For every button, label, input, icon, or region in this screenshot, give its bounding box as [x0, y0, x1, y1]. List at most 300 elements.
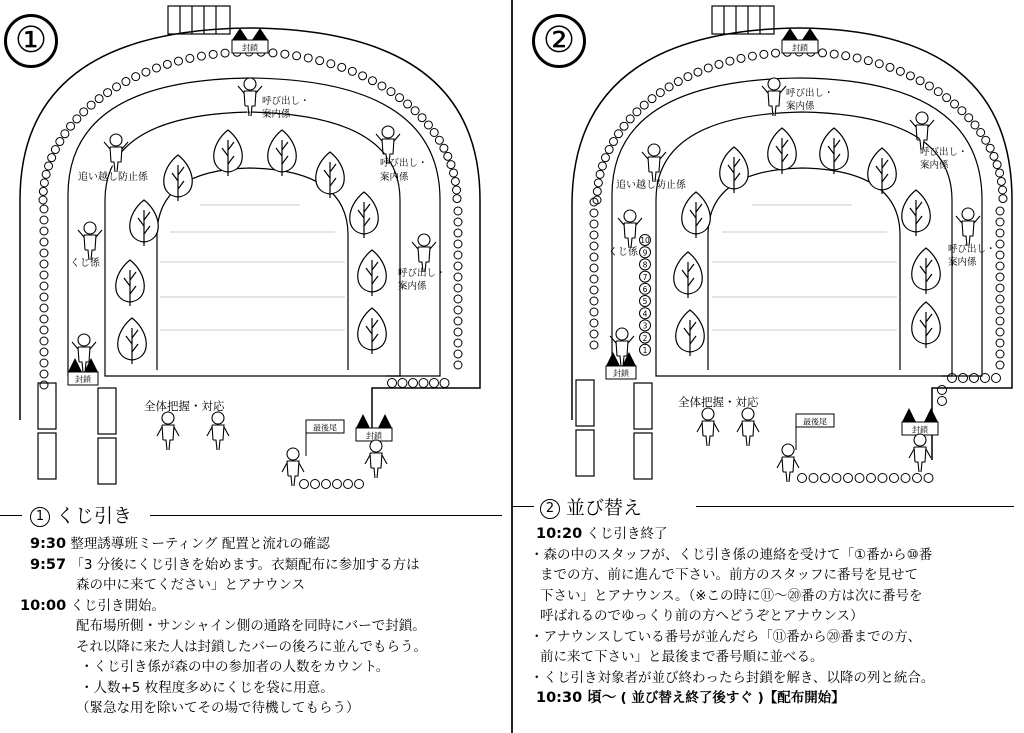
queue-number-label: 8 [642, 260, 648, 270]
layout-map [512, 0, 1024, 500]
tree-icon [868, 148, 897, 194]
queue-circle [398, 379, 407, 388]
queue-circle [221, 49, 229, 57]
queue-circle [684, 73, 692, 81]
queue-number-6 [640, 283, 651, 294]
doors [38, 383, 116, 484]
queue-circle [992, 374, 1001, 383]
queue-circle [454, 240, 462, 248]
line-text: ・くじ引き係が森の中の参加者の人数をカウント。 [80, 659, 390, 675]
queue-circle [886, 63, 894, 71]
queue-circle [454, 229, 462, 237]
caller-right1-label: 呼び出し・ [920, 147, 968, 158]
last-label: 最後尾 [313, 423, 337, 433]
queue-circle [40, 293, 48, 301]
seal-label: 封鎖 [242, 43, 258, 53]
queue-circle [938, 386, 947, 395]
queue-number-label: 2 [642, 333, 648, 343]
queue-circle [864, 57, 872, 65]
tree-icon [130, 200, 159, 246]
tree-icon [116, 260, 145, 306]
queue-circle [40, 249, 48, 257]
queue-circle [614, 130, 622, 138]
staff-icon [762, 78, 786, 116]
panel-step-2 [512, 0, 1024, 733]
queue-circle [80, 108, 88, 116]
queue-circle [896, 67, 904, 75]
schedule-text [530, 524, 935, 709]
line-text: （緊急な用を除いてその場で待機してもらう） [76, 700, 360, 716]
queue-circle [648, 95, 656, 103]
queue-circle [772, 49, 780, 57]
queue-circle [322, 480, 331, 489]
queue-circle [411, 107, 419, 115]
staff-icon [104, 134, 128, 172]
queue-number-label: 1 [642, 346, 648, 355]
queue-circle [454, 207, 462, 215]
staff-icon [365, 440, 387, 478]
doors [576, 380, 652, 479]
line-text: くじ引き開始。 [70, 597, 165, 614]
queue-circle [454, 350, 462, 358]
line-text: 前に来て下さい」と最後まで番号順に並べる。 [540, 649, 824, 665]
caller-right1-label: 呼び出し・ [380, 158, 428, 169]
queue-circle [73, 115, 81, 123]
queue-circle [934, 88, 942, 96]
step-number: ② [532, 14, 586, 68]
queue-circle [982, 136, 990, 144]
queue-number-label: 7 [642, 272, 648, 282]
queue-circle [977, 128, 985, 136]
queue-number-1 [640, 344, 651, 355]
queue-circle [610, 138, 618, 146]
queue-circle [454, 218, 462, 226]
queue-circle [996, 262, 1004, 270]
queue-circle [300, 480, 309, 489]
queue-circle [293, 52, 301, 60]
section-title: くじ引き [56, 505, 133, 527]
queue-circle [981, 374, 990, 383]
queue-circle [453, 195, 461, 203]
queue-circle [924, 474, 933, 483]
schedule-text [20, 534, 427, 719]
staff-icon [956, 208, 980, 246]
queue-circle [40, 179, 48, 187]
queue-circle [590, 319, 598, 327]
queue-number-5 [640, 296, 651, 307]
queue-circle [122, 78, 130, 86]
queue-circle [440, 144, 448, 152]
queue-circle [844, 474, 853, 483]
queue-circle [640, 101, 648, 109]
queue-circle [996, 284, 1004, 292]
queue-circle [304, 54, 312, 62]
queue-circle [596, 170, 604, 178]
queue-circle [997, 177, 1005, 185]
queue-circle [197, 52, 205, 60]
queue-circle [959, 374, 968, 383]
queue-number-4 [640, 308, 651, 319]
queue-circle [590, 341, 598, 349]
queue-circle [996, 169, 1004, 177]
tree-icon [720, 147, 749, 193]
section-title: 並び替え [566, 497, 643, 519]
queue-circle [971, 121, 979, 129]
queue-circle [40, 326, 48, 334]
seal-label: 封鎖 [912, 425, 928, 435]
queue-circle [590, 242, 598, 250]
queue-circle [348, 67, 356, 75]
queue-circle [916, 77, 924, 85]
queue-circles-bottom [798, 374, 1001, 483]
queue-circle [996, 207, 1004, 215]
seal-label: 封鎖 [75, 375, 91, 384]
queue-circle [152, 64, 160, 72]
line-text: 「3 分後にくじ引きを始めます。衣類配布に参加する方は [70, 556, 420, 573]
queue-circle [333, 480, 342, 489]
queue-circle [40, 216, 48, 224]
queue-number-label: 6 [642, 285, 648, 294]
caller-right2-label: 呼び出し・ [398, 268, 446, 279]
line-text: 下さい」とアナウンス。（※この時に⑪〜⑳番の方は次に番号を [540, 587, 923, 604]
queue-circle [996, 339, 1004, 347]
queue-circle [87, 101, 95, 109]
queue-circle [993, 161, 1001, 169]
queue-circle [51, 146, 59, 154]
queue-circle [447, 161, 455, 169]
queue-circle [440, 379, 449, 388]
queue-circle [42, 170, 50, 178]
queue-circle [590, 264, 598, 272]
queue-circle [40, 227, 48, 235]
tree-icon [912, 302, 941, 348]
seal-top [782, 28, 818, 53]
queue-circle [327, 60, 335, 68]
last-sign [306, 420, 344, 456]
caller-right2-label: 呼び出し・ [948, 244, 996, 255]
queue-circle [594, 179, 602, 187]
line-text: ・人数+5 枚程度多めにくじを袋に用意。 [80, 679, 334, 696]
last-sign [796, 414, 834, 450]
queue-circle [590, 220, 598, 228]
queue-circle [590, 275, 598, 283]
queue-number-label: 5 [642, 297, 648, 307]
queue-circle [430, 128, 438, 136]
queue-circle [113, 83, 121, 91]
seal-bottom [356, 414, 392, 441]
queue-circle [996, 361, 1004, 369]
seal-label: 封鎖 [613, 369, 629, 378]
queue-circle [593, 187, 601, 195]
lottery-label: くじ係 [608, 247, 638, 258]
tree-icon [820, 128, 849, 174]
queue-circle [996, 295, 1004, 303]
queue-circle [809, 474, 818, 483]
caller-top-label: 呼び出し・ [786, 88, 834, 99]
layout-map [0, 0, 512, 500]
caller-top-label2: 案内係 [786, 101, 815, 112]
queue-circle [48, 154, 56, 162]
queue-circle [40, 348, 48, 356]
stage [708, 168, 900, 370]
queue-number-label: 9 [642, 248, 648, 258]
stage [157, 168, 348, 370]
queue-number-3 [640, 320, 651, 331]
queue-circle [40, 381, 48, 389]
queue-circle [132, 73, 140, 81]
tree-icon [674, 252, 703, 298]
queue-circle [626, 115, 634, 123]
queue-circle [40, 370, 48, 378]
queue-circle [590, 297, 598, 305]
queue-circle [454, 317, 462, 325]
time-label: 9:57 [30, 556, 67, 573]
queue-circle [454, 284, 462, 292]
queue-circle [454, 339, 462, 347]
overtake-label: 追い越し防止係 [78, 172, 148, 183]
queue-circle [419, 379, 428, 388]
queue-circle [454, 306, 462, 314]
queue-circle [454, 295, 462, 303]
queue-circle [737, 54, 745, 62]
tree-icon [316, 152, 345, 198]
staff-icon [412, 234, 436, 272]
queue-circle [269, 49, 277, 57]
overall-label: 全体把握・対応 [144, 399, 225, 413]
queue-circle [694, 68, 702, 76]
queue-number-2 [640, 332, 651, 343]
queue-circle [338, 63, 346, 71]
queue-circle [430, 379, 439, 388]
seal-label: 封鎖 [366, 431, 382, 441]
staff-icon [157, 412, 179, 450]
queue-circle [996, 306, 1004, 314]
queue-circle [938, 397, 947, 406]
queue-circle [951, 100, 959, 108]
queue-circle [39, 187, 47, 195]
queue-number-8 [640, 259, 651, 270]
queue-circle [142, 68, 150, 76]
line-text: 森の中に来てください」とアナウンス [76, 577, 306, 593]
queue-circle [598, 162, 606, 170]
staff-icon [238, 78, 262, 116]
queue-circle [996, 317, 1004, 325]
line-text: くじ引き終了 [586, 526, 668, 542]
stairs [168, 6, 230, 34]
queue-circle [842, 52, 850, 60]
queue-circle [454, 328, 462, 336]
queue-circle [454, 361, 462, 369]
queue-number-label: 10 [640, 236, 650, 246]
queue-circle [633, 108, 641, 116]
queue-number-label: 3 [642, 321, 648, 331]
queue-circle [996, 251, 1004, 259]
seal-bottom [902, 408, 938, 435]
queue-circle [387, 88, 395, 96]
staff-icon [618, 210, 642, 248]
queue-circle [878, 474, 887, 483]
queue-circle [890, 474, 899, 483]
queue-circle [990, 152, 998, 160]
queue-circle [454, 262, 462, 270]
queue-circle [925, 82, 933, 90]
queue-circle [316, 57, 324, 65]
tree-icon [902, 190, 931, 236]
queue-circle [39, 196, 47, 204]
queue-circle [601, 154, 609, 162]
caller-right1-label2: 案内係 [380, 172, 409, 183]
caller-right2-label2: 案内係 [948, 257, 977, 268]
line-text: までの方、前に進んで下さい。前方のスタッフに番号を見せて [540, 567, 918, 583]
queue-circle [163, 60, 171, 68]
caller-top-label2: 案内係 [262, 109, 291, 120]
tree-icon [358, 308, 387, 354]
queue-circle [875, 60, 883, 68]
forest-area [105, 112, 400, 376]
queue-circle [40, 315, 48, 323]
queue-circle [209, 50, 217, 58]
queue-circle [943, 94, 951, 102]
queue-circle [853, 54, 861, 62]
line-text: 呼ばれるのでゆっくり前の方へどうぞとアナウンス） [540, 608, 864, 624]
line-text: 整理誘導班ミーティング 配置と流れの確認 [70, 536, 330, 552]
queue-circle [996, 218, 1004, 226]
queue-circle [450, 169, 458, 177]
queue-circle [590, 330, 598, 338]
queue-circle [970, 374, 979, 383]
tree-icon [350, 192, 379, 238]
queue-circle [656, 89, 664, 97]
queue-circle [715, 60, 723, 68]
section-heading: 2 並び替え [512, 492, 1024, 522]
queue-circle [798, 474, 807, 483]
queue-circle [311, 480, 320, 489]
queue-circle [996, 328, 1004, 336]
queue-circle [674, 78, 682, 86]
queue-number-9 [640, 247, 651, 258]
queue-circle [453, 186, 461, 194]
line-text: ( 並び替え終了後すぐ )【配布開始】 [620, 690, 845, 706]
queue-circle [344, 480, 353, 489]
queue-circle [605, 146, 613, 154]
queue-circle [451, 177, 459, 185]
queue-circle [830, 50, 838, 58]
queue-circle [368, 77, 376, 85]
queue-circle [444, 152, 452, 160]
queue-circle [409, 379, 418, 388]
queue-circle [726, 57, 734, 65]
queue-circle [821, 474, 830, 483]
staff-icon [910, 112, 934, 150]
staff-icon [909, 434, 931, 472]
tree-icon [676, 310, 705, 356]
queue-circle [388, 379, 397, 388]
queue-circle [999, 195, 1007, 203]
line-text: ・森の中のスタッフが、くじ引き係の連絡を受けて「①番から⑩番 [530, 546, 933, 563]
queue-circle [906, 72, 914, 80]
queue-circle [56, 138, 64, 146]
queue-circle [359, 72, 367, 80]
queue-circle [620, 122, 628, 130]
caller-right1-label2: 案内係 [920, 160, 949, 171]
queue-circle [819, 49, 827, 57]
queue-number-10 [640, 235, 651, 246]
tree-icon [912, 248, 941, 294]
queue-circle [378, 82, 386, 90]
caller-right2-label2: 案内係 [398, 281, 427, 292]
numbered-queue [640, 235, 651, 356]
queue-circle [186, 54, 194, 62]
queue-circle [61, 130, 69, 138]
queue-circle [665, 83, 673, 91]
line-text: ・アナウンスしている番号が並んだら「⑪番から⑳番までの方、 [530, 628, 922, 645]
time-label: 9:30 [30, 536, 67, 552]
queue-circle [958, 107, 966, 115]
queue-circle [704, 64, 712, 72]
queue-circle [590, 308, 598, 316]
queue-circle [418, 114, 426, 122]
queue-circle [174, 57, 182, 65]
queue-circle [996, 350, 1004, 358]
staff-icon [78, 222, 102, 260]
queue-circle [40, 304, 48, 312]
queue-circle [996, 273, 1004, 281]
queue-circle [901, 474, 910, 483]
tree-icon [118, 318, 147, 364]
lottery-label: くじ係 [70, 258, 100, 269]
line-text: 配布場所側・サンシャイン側の通路を同時にバーで封鎖。 [76, 618, 426, 634]
queue-circle [965, 114, 973, 122]
step-number: ① [4, 14, 58, 68]
queue-circle [913, 474, 922, 483]
queue-circle [355, 480, 364, 489]
queue-circle [832, 474, 841, 483]
queue-circle [590, 286, 598, 294]
queue-circle [855, 474, 864, 483]
time-label: 10:30 頃〜 [536, 690, 617, 706]
queue-circle [40, 205, 48, 213]
caller-top-label: 呼び出し・ [262, 96, 310, 107]
queue-circle [40, 260, 48, 268]
queue-circle [404, 100, 412, 108]
overtake-label: 追い越し防止係 [616, 180, 686, 191]
overall-label: 全体把握・対応 [678, 395, 759, 409]
seal-label: 封鎖 [792, 43, 808, 53]
queue-circle [999, 186, 1007, 194]
line-text: それ以降に来た人は封鎖したバーの後ろに並んでもらう。 [76, 638, 427, 655]
queue-circle [454, 251, 462, 259]
queue-circle [590, 209, 598, 217]
tree-icon [682, 192, 711, 238]
tree-icon [768, 128, 797, 174]
queue-circle [40, 282, 48, 290]
queue-circle [95, 95, 103, 103]
queue-circle [424, 121, 432, 129]
queue-circle [40, 337, 48, 345]
queue-circle [435, 136, 443, 144]
queue-circle [104, 89, 112, 97]
staff-icon [737, 408, 759, 446]
queue-number-label: 4 [642, 309, 648, 319]
queue-circle [454, 273, 462, 281]
line-text: ・くじ引き対象者が並び終わったら封鎖を解き、以降の列と統合。 [530, 669, 935, 686]
queue-circle [590, 253, 598, 261]
queue-circle [996, 229, 1004, 237]
queue-circle [748, 52, 756, 60]
queue-circle [760, 50, 768, 58]
queue-circle [590, 231, 598, 239]
seal-top [232, 28, 268, 53]
